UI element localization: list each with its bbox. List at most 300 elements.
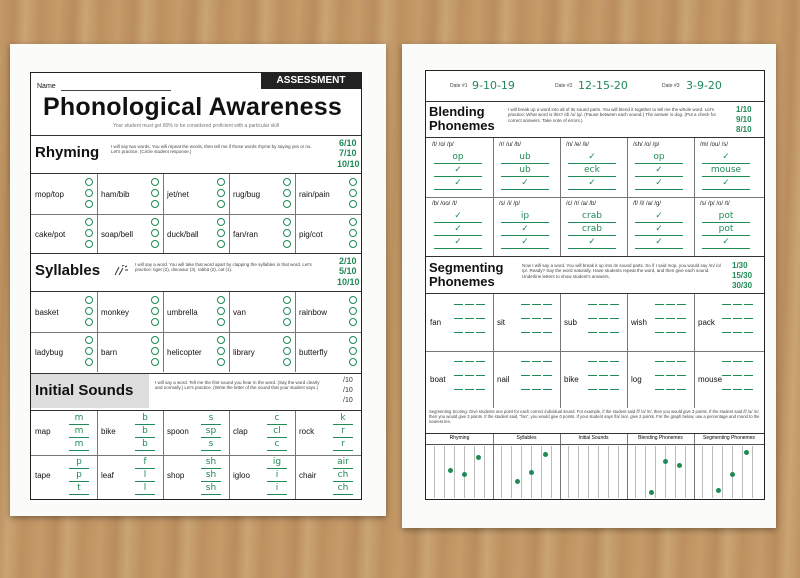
segment-underline <box>454 389 463 390</box>
blending-mark: ✓ <box>568 178 616 190</box>
rhyme-pair: rug/bug <box>233 190 261 199</box>
date-1-label: Date #1 <box>450 83 468 89</box>
segment-underline <box>677 304 686 305</box>
graph-point <box>663 459 668 464</box>
segment-underline <box>465 389 474 390</box>
syllable-word: monkey <box>101 308 130 317</box>
syllable-word: rainbow <box>299 308 328 317</box>
segment-underline <box>744 389 753 390</box>
segment-underline <box>733 332 742 333</box>
graph-gridline <box>685 446 686 498</box>
initial-sound-answer: ig <box>267 457 287 469</box>
syllable-word: van <box>233 308 246 317</box>
graph-gridline <box>712 446 713 498</box>
rhyme-pair: mop/top <box>35 190 64 199</box>
left-worksheet-frame <box>30 72 362 500</box>
right-worksheet <box>402 44 776 528</box>
graph-point <box>529 470 534 475</box>
segment-underline <box>465 332 474 333</box>
blending-sounds: /c/ /r/ /a/ /b/ <box>566 201 597 207</box>
rhyme-pair: ham/bib <box>101 190 130 199</box>
answer-circle <box>217 318 225 326</box>
blending-mark: ✓ <box>702 237 750 249</box>
syllables-instructions: I will say a word. You will take that word apart by clapping the syllables in that word. Let's practice: tiger (2), dinosaur (3), rabbit (2), cat (1). <box>135 262 312 273</box>
segment-underline <box>733 304 742 305</box>
segment-underline <box>722 389 731 390</box>
blending-mark: ✓ <box>635 178 683 190</box>
blending-mark: ✓ <box>501 224 549 236</box>
answer-circle <box>283 189 291 197</box>
blending-sounds: /b/ /oo/ /t/ <box>432 201 458 207</box>
segment-underline <box>599 389 608 390</box>
progress-graph <box>426 433 764 500</box>
blending-mark: ✓ <box>702 178 750 190</box>
segment-underline <box>521 389 530 390</box>
assessment-badge: ASSESSMENT <box>261 73 361 89</box>
segment-underline <box>521 318 530 319</box>
blending-mark: ✓ <box>702 152 750 164</box>
answer-circle <box>85 336 93 344</box>
rhyming-score-3: 10/10 <box>337 159 360 169</box>
graph-point <box>462 472 467 477</box>
answer-circle <box>151 318 159 326</box>
blending-score-1: 1/10 <box>736 105 752 114</box>
answer-circle <box>151 200 159 208</box>
segment-underline <box>744 361 753 362</box>
graph-gridline <box>578 446 579 498</box>
segmenting-word: fan <box>430 318 442 327</box>
answer-circle <box>349 347 357 355</box>
segment-underline <box>588 375 597 376</box>
blending-mark: ✓ <box>635 211 683 223</box>
initial-score-3: /10 <box>343 397 353 404</box>
initial-sound-answer: sh <box>201 470 221 482</box>
answer-circle <box>217 336 225 344</box>
segment-underline <box>722 375 731 376</box>
answer-circle <box>151 189 159 197</box>
answer-circle <box>283 296 291 304</box>
answer-circle <box>85 178 93 186</box>
answer-circle <box>85 200 93 208</box>
initial-score-2: /10 <box>343 387 353 394</box>
graph-gridline <box>702 446 703 498</box>
segment-underline <box>465 375 474 376</box>
rhyming-instructions: I will say two words. You will repeat the words, then tell me if those words rhyme by saying yes or no. Let's practice. (Circle student response.) <box>111 144 312 155</box>
segment-underline <box>599 375 608 376</box>
segment-underline <box>454 318 463 319</box>
segment-underline <box>543 332 552 333</box>
initial-sound-answer: i <box>267 483 287 495</box>
segment-underline <box>733 389 742 390</box>
graph-gridline <box>752 446 753 498</box>
segment-underline <box>666 361 675 362</box>
blending-sounds: /t/ /o/ /p/ <box>432 142 454 148</box>
graph-gridline <box>444 446 445 498</box>
segment-underline <box>476 304 485 305</box>
blending-mark: pot <box>702 224 750 236</box>
graph-point <box>716 488 721 493</box>
initial-sound-answer: m <box>69 426 89 438</box>
blending-section <box>426 101 764 256</box>
answer-circle <box>151 358 159 366</box>
syllables-grid <box>31 291 361 372</box>
answer-circle <box>283 358 291 366</box>
segmenting-word: log <box>631 375 642 384</box>
segmenting-score-2: 15/30 <box>732 271 753 280</box>
answer-circle <box>85 189 93 197</box>
segment-underline <box>744 332 753 333</box>
syllables-section <box>31 253 361 374</box>
syllables-title: Syllables <box>35 262 101 279</box>
date-2-value: 12-15-20 <box>578 79 628 92</box>
segment-underline <box>465 304 474 305</box>
segment-underline <box>610 318 619 319</box>
segmenting-word: sub <box>564 318 577 327</box>
graph-point <box>677 463 682 468</box>
graph-gridline <box>511 446 512 498</box>
date-2-label: Date #2 <box>555 83 573 89</box>
rhyme-pair: rain/pain <box>299 190 330 199</box>
graph-gridline <box>618 446 619 498</box>
blending-mark: ✓ <box>434 224 482 236</box>
answer-circle <box>283 307 291 315</box>
segment-underline <box>722 318 731 319</box>
segment-underline <box>744 375 753 376</box>
segment-underline <box>532 318 541 319</box>
answer-circle <box>283 336 291 344</box>
answer-circle <box>283 200 291 208</box>
segment-underline <box>655 318 664 319</box>
initial-sound-word: leaf <box>101 471 114 480</box>
initial-sound-word: map <box>35 427 51 436</box>
segment-underline <box>543 361 552 362</box>
blending-mark: ✓ <box>635 165 683 177</box>
segment-underline <box>454 304 463 305</box>
answer-circle <box>349 336 357 344</box>
blending-mark: ✓ <box>568 237 616 249</box>
segment-underline <box>722 332 731 333</box>
answer-circle <box>283 347 291 355</box>
graph-gridline <box>675 446 676 498</box>
graph-point <box>448 468 453 473</box>
initial-sound-answer: sh <box>201 457 221 469</box>
initial-sounds-grid <box>31 410 361 500</box>
graph-point <box>515 479 520 484</box>
initial-sound-answer: s <box>201 439 221 451</box>
segment-underline <box>666 304 675 305</box>
segment-underline <box>588 304 597 305</box>
answer-circle <box>217 189 225 197</box>
initial-sound-answer: k <box>333 413 353 425</box>
answer-circle <box>217 178 225 186</box>
initial-sound-answer: m <box>69 413 89 425</box>
graph-gridline <box>722 446 723 498</box>
segmenting-title: Segmenting Phonemes <box>429 260 504 289</box>
answer-circle <box>349 200 357 208</box>
answer-circle <box>151 336 159 344</box>
blending-mark: op <box>434 152 482 164</box>
segment-underline <box>588 389 597 390</box>
blending-mark: mouse <box>702 165 750 177</box>
syllable-word: butterfly <box>299 348 328 357</box>
segment-underline <box>677 318 686 319</box>
blending-mark: ub <box>501 165 549 177</box>
blending-mark: ✓ <box>501 178 549 190</box>
syllable-word: ladybug <box>35 348 64 357</box>
graph-header-syllables: Syllables <box>516 435 537 441</box>
blending-mark: ✓ <box>434 237 482 249</box>
answer-circle <box>151 347 159 355</box>
graph-header-blending: Blending Phonemes <box>638 435 683 441</box>
answer-circle <box>349 189 357 197</box>
initial-sound-answer: b <box>135 426 155 438</box>
initial-sound-answer: air <box>333 457 353 469</box>
blending-grid <box>426 137 764 256</box>
initial-sound-answer: cl <box>267 426 287 438</box>
segment-underline <box>476 375 485 376</box>
segment-underline <box>465 361 474 362</box>
segment-underline <box>599 304 608 305</box>
initial-sound-answer: ch <box>333 470 353 482</box>
answer-circle <box>217 218 225 226</box>
segment-underline <box>521 361 530 362</box>
segment-underline <box>543 375 552 376</box>
graph-point <box>649 490 654 495</box>
answer-circle <box>217 200 225 208</box>
syllable-word: library <box>233 348 255 357</box>
syllables-score-1: 2/10 <box>339 256 357 266</box>
blending-mark: ip <box>501 211 549 223</box>
dates-row <box>426 71 764 102</box>
segment-underline <box>733 318 742 319</box>
initial-sound-answer: c <box>267 413 287 425</box>
answer-circle <box>85 358 93 366</box>
answer-circle <box>151 296 159 304</box>
graph-gridline <box>454 446 455 498</box>
graph-gridline <box>742 446 743 498</box>
answer-circle <box>85 296 93 304</box>
graph-gridline <box>434 446 435 498</box>
rhyming-grid <box>31 173 361 254</box>
blending-sounds: /m/ /ou/ /s/ <box>700 142 729 148</box>
answer-circle <box>151 307 159 315</box>
syllables-score-3: 10/10 <box>337 277 360 287</box>
segment-underline <box>733 375 742 376</box>
blending-sounds: /r/ /u/ /b/ <box>499 142 522 148</box>
graph-gridline <box>655 446 656 498</box>
rhyme-pair: jet/net <box>167 190 189 199</box>
page-title: Phonological Awareness <box>43 93 342 121</box>
blending-mark: ✓ <box>568 152 616 164</box>
segment-underline <box>655 332 664 333</box>
answer-circle <box>349 296 357 304</box>
segment-underline <box>465 318 474 319</box>
segment-underline <box>543 304 552 305</box>
initial-sound-answer: m <box>69 439 89 451</box>
answer-circle <box>283 229 291 237</box>
segmenting-scoring-note: Segmenting Scoring: Give students one point for each correct individual sound. For example, if the student said /f/ /a/ /n/, then you would give 3 points. If the student said /f/ /a/ /n/, then you would give 3 points. If the student said, "fan", you would give 0 points. If your student says /fa/ /an/, give 2 points. For the graph below, use a percentage and round to the nearest ten. <box>429 409 760 425</box>
rhyme-pair: pig/cot <box>299 230 323 239</box>
initial-sound-answer: i <box>267 470 287 482</box>
initial-sound-answer: s <box>201 413 221 425</box>
initial-sounds-section <box>31 373 361 500</box>
segmenting-word: boat <box>430 375 446 384</box>
initial-sound-word: igloo <box>233 471 250 480</box>
segmenting-grid <box>426 293 764 408</box>
initial-sound-answer: t <box>69 483 89 495</box>
page-subtitle: Your student must get 80% to be considered proficient with a particular skill <box>112 123 279 129</box>
segment-underline <box>744 304 753 305</box>
segment-underline <box>476 318 485 319</box>
segmenting-word: bike <box>564 375 579 384</box>
blending-score-3: 8/10 <box>736 125 752 134</box>
segment-underline <box>476 389 485 390</box>
initial-sound-answer: sh <box>201 483 221 495</box>
segment-underline <box>543 318 552 319</box>
initial-sound-word: shop <box>167 471 185 480</box>
blending-mark: ✓ <box>434 165 482 177</box>
initial-sound-word: chair <box>299 471 317 480</box>
answer-circle <box>217 296 225 304</box>
initial-sound-word: bike <box>101 427 116 436</box>
segmenting-word: wish <box>631 318 648 327</box>
answer-circle <box>217 240 225 248</box>
answer-circle <box>85 307 93 315</box>
answer-circle <box>349 307 357 315</box>
answer-circle <box>217 347 225 355</box>
rhyming-score-1: 6/10 <box>339 138 357 148</box>
segment-underline <box>666 375 675 376</box>
answer-circle <box>151 218 159 226</box>
segment-underline <box>677 332 686 333</box>
segment-underline <box>454 375 463 376</box>
graph-gridline <box>588 446 589 498</box>
segment-underline <box>521 332 530 333</box>
rhyme-pair: soap/bell <box>101 230 134 239</box>
segmenting-score-3: 30/30 <box>732 281 753 290</box>
graph-gridline <box>501 446 502 498</box>
segment-underline <box>610 332 619 333</box>
blending-mark: ✓ <box>635 224 683 236</box>
syllable-word: helicopter <box>167 348 202 357</box>
segment-underline <box>744 318 753 319</box>
date-3-label: Date #3 <box>662 83 680 89</box>
graph-gridline <box>645 446 646 498</box>
blending-mark: pot <box>702 211 750 223</box>
segment-underline <box>532 304 541 305</box>
initial-sound-answer: l <box>135 483 155 495</box>
rhyming-section <box>31 135 361 254</box>
initial-sound-answer: b <box>135 413 155 425</box>
name-line <box>61 90 171 91</box>
answer-circle <box>283 318 291 326</box>
graph-header-initial-sounds: Initial Sounds <box>578 435 609 441</box>
answer-circle <box>217 358 225 366</box>
date-3-value: 3-9-20 <box>686 79 722 92</box>
initial-sound-answer: r <box>333 439 353 451</box>
graph-gridline <box>665 446 666 498</box>
segmenting-word: nail <box>497 375 510 384</box>
syllables-score-2: 5/10 <box>339 266 357 276</box>
blending-mark: crab <box>568 211 616 223</box>
initial-sound-answer: sp <box>201 426 221 438</box>
graph-point <box>730 472 735 477</box>
segment-underline <box>521 304 530 305</box>
answer-circle <box>349 229 357 237</box>
segment-underline <box>610 389 619 390</box>
segment-underline <box>655 375 664 376</box>
initial-sound-answer: b <box>135 439 155 451</box>
graph-gridline <box>568 446 569 498</box>
segment-underline <box>655 389 664 390</box>
rhyme-pair: cake/pot <box>35 230 66 239</box>
segment-underline <box>677 389 686 390</box>
segment-underline <box>666 332 675 333</box>
rhyming-score-2: 7/10 <box>339 148 357 158</box>
blending-mark: ✓ <box>434 211 482 223</box>
segmenting-word: mouse <box>698 375 723 384</box>
answer-circle <box>349 318 357 326</box>
initial-sound-word: rock <box>299 427 315 436</box>
segmenting-word: sit <box>497 318 505 327</box>
answer-circle <box>151 229 159 237</box>
graph-gridline <box>635 446 636 498</box>
segment-underline <box>722 361 731 362</box>
initial-sound-word: clap <box>233 427 248 436</box>
segment-underline <box>677 361 686 362</box>
segment-underline <box>722 304 731 305</box>
segmenting-word: pack <box>698 318 715 327</box>
initial-sound-answer: c <box>267 439 287 451</box>
graph-gridline <box>608 446 609 498</box>
answer-circle <box>349 178 357 186</box>
blending-mark: ✓ <box>434 178 482 190</box>
initial-sound-word: spoon <box>167 427 189 436</box>
graph-header-segmenting: Segmenting Phonemes <box>703 435 755 441</box>
graph-gridline <box>551 446 552 498</box>
initial-score-1: /10 <box>343 377 353 384</box>
segment-underline <box>610 375 619 376</box>
segment-underline <box>666 389 675 390</box>
segment-underline <box>476 361 485 362</box>
answer-circle <box>217 229 225 237</box>
blending-sounds: /f/ /l/ /a/ /g/ <box>633 201 662 207</box>
segment-underline <box>588 361 597 362</box>
segment-underline <box>733 361 742 362</box>
answer-circle <box>283 240 291 248</box>
initial-sound-word: tape <box>35 471 51 480</box>
blending-sounds: /sh/ /o/ /p/ <box>633 142 660 148</box>
answer-circle <box>349 358 357 366</box>
rhyme-pair: fan/ran <box>233 230 258 239</box>
blending-title: Blending Phonemes <box>429 104 495 133</box>
rhyme-pair: duck/ball <box>167 230 199 239</box>
blending-instructions: I will break up a word into all of its sound parts. You will blend it together to tell me the whole word. Let's practice: What word is this? /d/ /o/ /g/. (Pause between each sound.) The answer is dog. (Put a check for correct answers. Take note of errors.) <box>508 107 717 123</box>
right-worksheet-frame <box>425 70 765 500</box>
segment-underline <box>655 361 664 362</box>
segment-underline <box>599 332 608 333</box>
graph-gridline <box>541 446 542 498</box>
segment-underline <box>476 332 485 333</box>
answer-circle <box>151 240 159 248</box>
segment-underline <box>454 332 463 333</box>
answer-circle <box>85 318 93 326</box>
segment-underline <box>588 318 597 319</box>
name-label: Name <box>37 83 56 90</box>
segment-underline <box>532 375 541 376</box>
initial-sound-answer: f <box>135 457 155 469</box>
blending-mark: op <box>635 152 683 164</box>
